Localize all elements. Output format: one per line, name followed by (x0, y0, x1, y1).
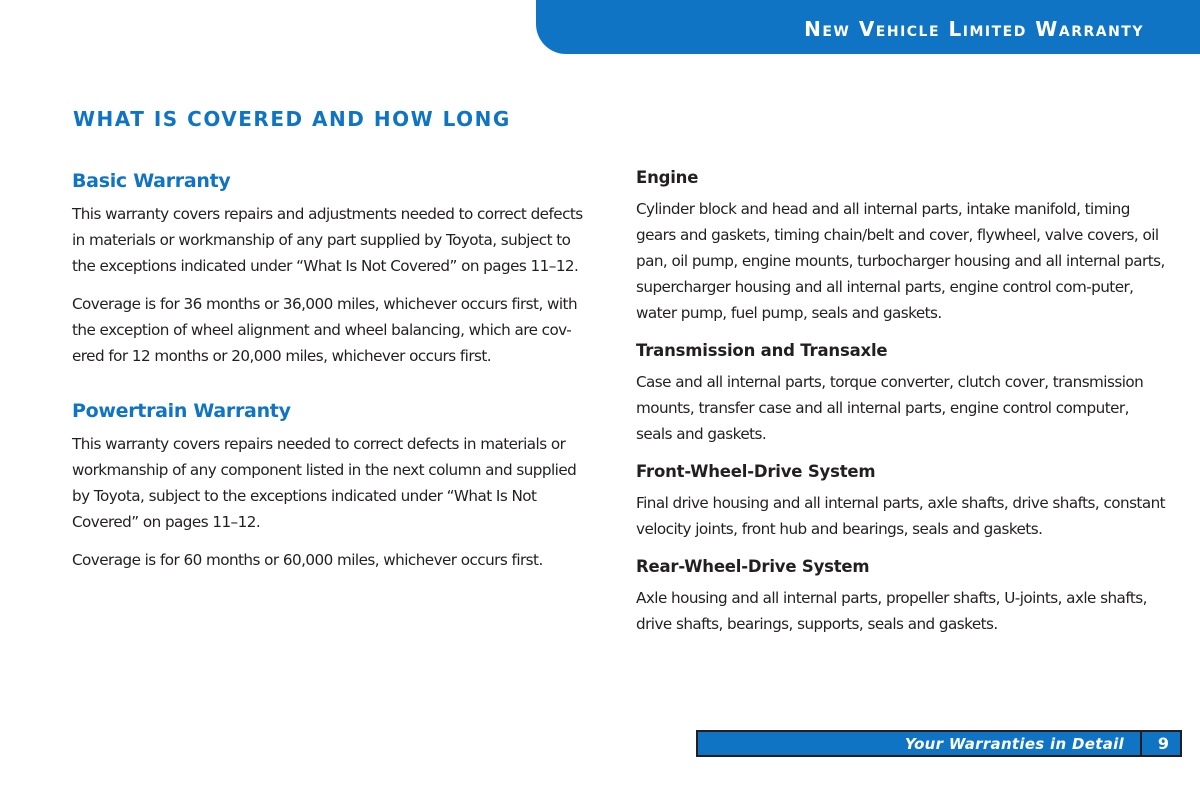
rear-wheel-drive-text: Axle housing and all internal parts, propeller shafts, U-joints, axle shafts, drive shafts, bearings, supports, seals and gaskets. (636, 589, 1147, 633)
front-wheel-drive-heading: Front-Wheel-Drive System (636, 462, 876, 481)
engine-heading: Engine (636, 168, 699, 187)
powertrain-warranty-paragraph-2: Coverage is for 60 months or 60,000 miles, whichever occurs first. (72, 551, 543, 569)
left-column (72, 167, 592, 573)
powertrain-warranty-paragraph-1: This warranty covers repairs needed to correct defects in materials or workmanship of any component listed in the next column and supplied by Toyota, subject to the exceptions indicated under “What Is Not Covered” on pages 11–12. (72, 435, 577, 531)
rear-wheel-drive-heading: Rear-Wheel-Drive System (636, 557, 870, 576)
page-number: 9 (1157, 734, 1169, 753)
right-column (636, 165, 1166, 649)
header-tab (536, 0, 1200, 54)
transmission-text: Case and all internal parts, torque converter, clutch cover, transmission mounts, transfer case and all internal parts, engine control computer, seals and gaskets. (636, 373, 1144, 443)
powertrain-warranty-heading: Powertrain Warranty (72, 400, 291, 422)
basic-warranty-paragraph-2: Coverage is for 36 months or 36,000 miles, whichever occurs first, with the exception of wheel alignment and wheel balancing, which are cov-ered for 12 months or 20,000 miles, whichever occurs first. (72, 295, 578, 365)
footer-label: Your Warranties in Detail (904, 735, 1124, 753)
transmission-heading: Transmission and Transaxle (636, 341, 888, 360)
basic-warranty-heading: Basic Warranty (72, 170, 231, 192)
section-title: WHAT IS COVERED AND HOW LONG (73, 107, 511, 131)
engine-text: Cylinder block and head and all internal parts, intake manifold, timing gears and gaskets, timing chain/belt and cover, flywheel, valve covers, oil pan, oil pump, engine mounts, turbocharger housing and all internal parts, supercharger housing and all internal parts, engine control com-puter, water pump, fuel pump, seals and gaskets. (636, 200, 1165, 322)
front-wheel-drive-text: Final drive housing and all internal parts, axle shafts, drive shafts, constant velocity joints, front hub and bearings, seals and gaskets. (636, 494, 1166, 538)
footer-bar (696, 730, 1182, 757)
header-title: New Vehicle Limited Warranty (804, 17, 1144, 41)
footer-divider (1140, 730, 1142, 757)
basic-warranty-paragraph-1: This warranty covers repairs and adjustments needed to correct defects in materials or workmanship of any part supplied by Toyota, subject to the exceptions indicated under “What Is Not Covered” on pages 11–12. (72, 205, 583, 275)
